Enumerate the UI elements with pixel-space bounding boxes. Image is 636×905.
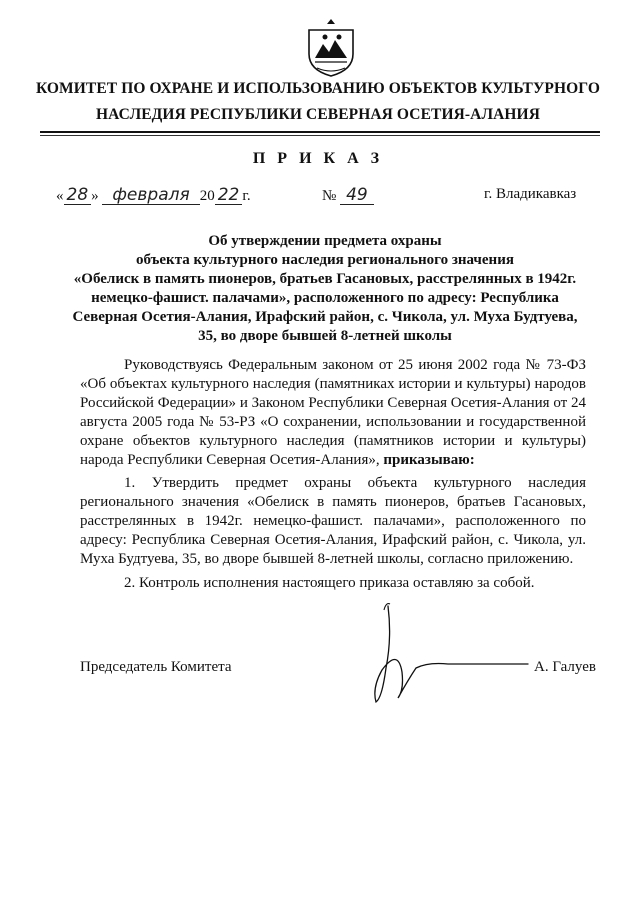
preamble-paragraph	[80, 356, 586, 470]
order-title: П Р И К А З	[252, 150, 384, 167]
subject-line: Об утверждении предмета охраны	[208, 233, 442, 249]
header-divider-thick	[40, 131, 600, 133]
date-year-unit: г.	[242, 188, 251, 204]
handwritten-signature	[358, 598, 538, 708]
coat-of-arms-emblem	[303, 18, 359, 78]
date-month: февраля	[102, 186, 199, 205]
number-value: 49	[340, 186, 374, 205]
number-label: №	[322, 188, 337, 204]
subject-line: Северная Осетия-Алания, Ирафский район, с. Чикола, ул. Муха Будтуева,	[72, 309, 578, 325]
order-number	[322, 186, 374, 205]
date-open-quote: «	[56, 188, 64, 204]
header-divider-thin	[40, 135, 600, 136]
order-item-1: 1. Утвердить предмет охраны объекта культурного наследия регионального значения «Обелиск в память пионеров, братьев Гасановых, расстрелянных в 1942г. немецко-фашист. палачами», расположенного по адресу: Республика Северная Осетия-Алания, Ирафский район, с. Чикола, ул. Муха Будтуева, 35, во дворе бывшей 8-летней школы, согласно приложению.	[80, 475, 586, 567]
date-day: 28	[64, 186, 92, 205]
date-year-suffix: 22	[215, 186, 243, 205]
header-line-2: НАСЛЕДИЯ РЕСПУБЛИКИ СЕВЕРНАЯ ОСЕТИЯ-АЛАНИЯ	[96, 106, 540, 123]
subject-line: «Обелиск в память пионеров, братьев Гасановых, расстрелянных в 1942г.	[73, 271, 577, 287]
order-date	[56, 186, 251, 205]
subject-line: немецко-фашист. палачами», расположенного по адресу: Республика	[91, 290, 559, 306]
subject-line: объекта культурного наследия регионального значения	[136, 252, 514, 268]
date-year-prefix: 20	[199, 188, 215, 204]
order-city: г. Владикавказ	[484, 186, 577, 202]
signature-name: А. Галуев	[534, 659, 596, 675]
preamble-command: приказываю:	[379, 452, 475, 468]
date-close-quote: »	[91, 188, 99, 204]
preamble-text: Руководствуясь Федеральным законом от 25 июня 2002 года № 73-ФЗ «Об объектах культурного наследия (памятниках истории и культуры) народов Российской Федерации» и Законом Республики Северная Осетия-Алания от 24 августа 2005 года № 53-РЗ «О сохранении, использовании и государственной охране объектов культурного наследия (памятников истории и культуры) народа Республики Северная Осетия-Алания»,	[80, 357, 586, 468]
order-subject	[60, 232, 590, 346]
order-item-2: 2. Контроль исполнения настоящего приказа оставляю за собой.	[124, 575, 535, 591]
signature-position: Председатель Комитета	[80, 659, 232, 675]
subject-line: 35, во дворе бывшей 8-летней школы	[198, 328, 452, 344]
header-line-1: КОМИТЕТ ПО ОХРАНЕ И ИСПОЛЬЗОВАНИЮ ОБЪЕКТОВ КУЛЬТУРНОГО	[35, 80, 601, 97]
